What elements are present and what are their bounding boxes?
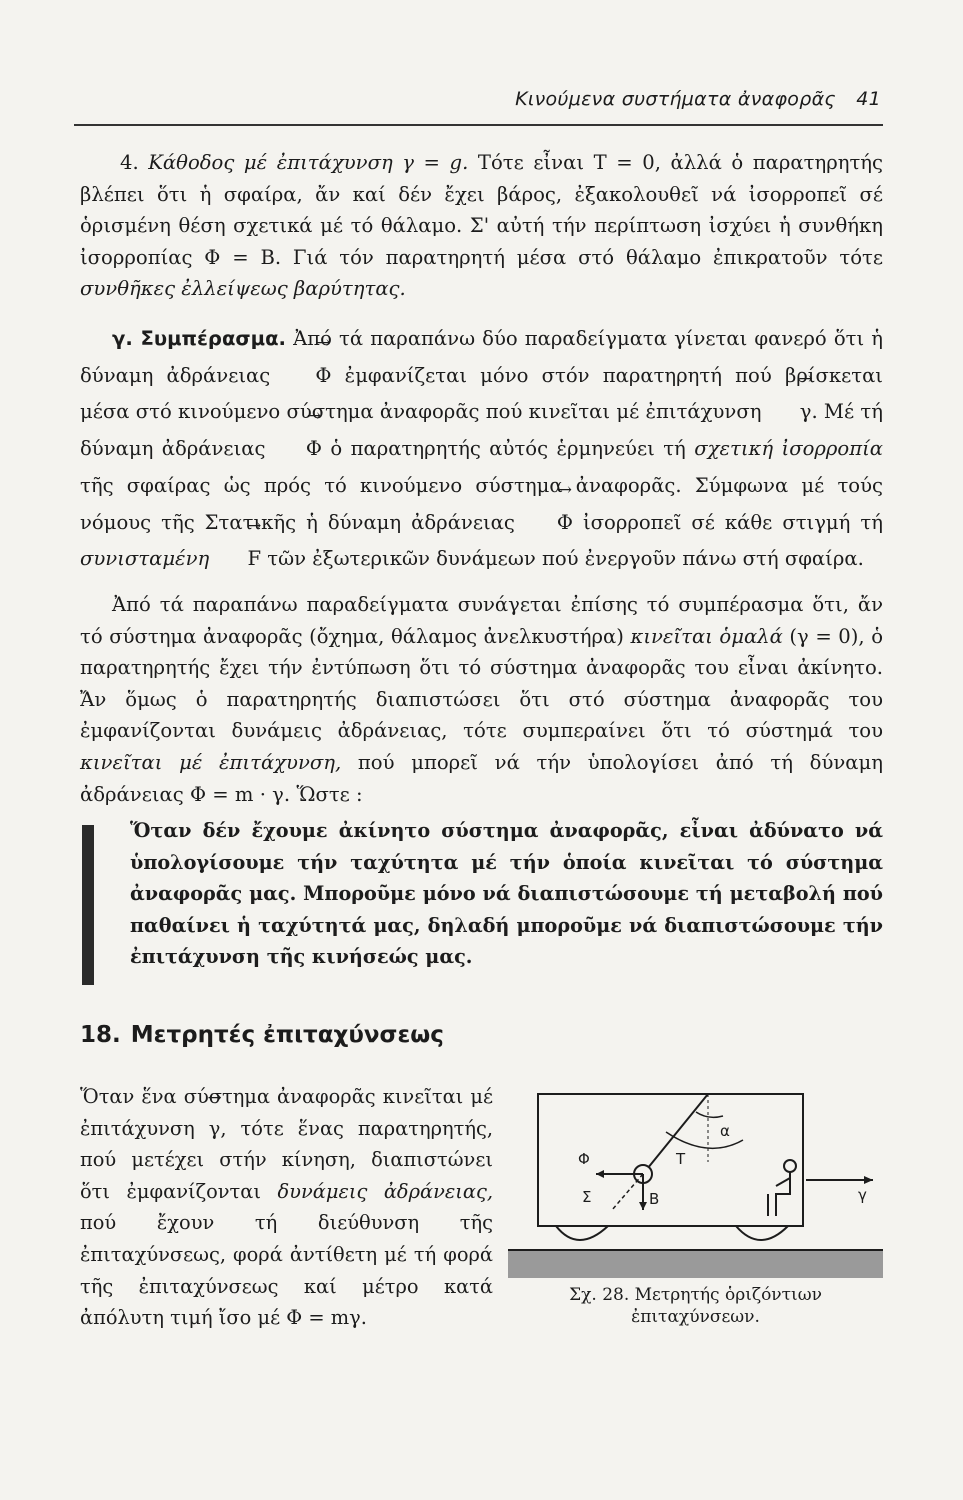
inference-text-1: Ἀπό τά παραπάνω παραδείγματα συνάγεται ἐπίσης τό συμπέρασμα ὅτι, ἄν τό σύστημα ἀναφορᾶς (ὄχημα, θάλαμος ἀνελκυστήρα) xyxy=(80,593,883,648)
conclusion-heading: γ. Συμπέρασμα. xyxy=(112,327,286,350)
scale-arc xyxy=(666,1132,743,1148)
inference-text-2: (γ = 0), ὁ παρατηρητής ἔχει τήν ἐντύπωση ὅτι τό σύστημα ἀναφορᾶς του εἶναι ἀκίνητο. Ἄν ὅμως ὁ παρατηρητής διαπιστώσει ὅτι στό σύστημα ἀναφορᾶς του ἐμφανίζονται δυνάμεις ἀδράνειας, τότε συμπεραίνει ὅτι τό σύστημά του xyxy=(80,624,883,743)
conclusion-text-5: τῆς σφαίρας ὡς πρός τό κινούμενο σύστημα ἀναφορᾶς. Σύμφωνα μέ τούς νόμους τῆς Στατικῆς ἡ δύναμη ἀδράνειας xyxy=(80,473,883,534)
label-phi: Φ xyxy=(578,1150,590,1168)
case-title: Κάθοδος μέ ἐπιτάχυνση γ = g. xyxy=(148,151,469,174)
vector-phi-3: → Φ xyxy=(525,505,573,542)
section-number: 18. xyxy=(80,1022,121,1048)
ground xyxy=(508,1250,883,1278)
case-emphasis: συνθῆκες ἐλλείψεως βαρύτητας. xyxy=(80,277,406,301)
angle-arc xyxy=(696,1112,723,1117)
header-rule xyxy=(74,124,883,126)
highlighted-statement xyxy=(80,815,883,973)
section-emphasis: δυνάμεις ἀδράνειας, xyxy=(277,1179,493,1203)
inference-text-3: πού μπορεῖ νά τήν ὑπολογίσει ἀπό τή δύναμη ἀδράνειας Φ = m · γ. Ὥστε : xyxy=(80,750,883,806)
label-B: B xyxy=(649,1190,660,1208)
inference-emphasis-2: κινεῖται μέ ἐπιτάχυνση, xyxy=(80,750,342,774)
vector-phi-2: → Φ xyxy=(274,431,322,468)
inference-emphasis-1: κινεῖται ὁμαλά xyxy=(630,624,783,648)
vector-phi: → Φ xyxy=(283,358,331,395)
conclusion-text-2: ἐμφανίζεται μόνο στόν παρατηρητή πού βρίσκεται μέσα στό κινούμενο σύστημα ἀναφορᾶς πού κινεῖται μέ ἐπιτάχυνση xyxy=(80,363,883,424)
page-number: 41 xyxy=(856,88,881,110)
label-alpha: α xyxy=(720,1122,730,1140)
acceleration-head xyxy=(864,1176,873,1184)
vector-gamma: → γ xyxy=(768,394,812,431)
label-gamma: γ xyxy=(858,1186,867,1204)
callout-bar xyxy=(82,825,94,985)
conclusion-text-6: ἰσορροπεῖ σέ κάθε στιγμή τή xyxy=(572,510,883,534)
paragraph-case-4 xyxy=(80,147,883,305)
accelerometer-diagram xyxy=(508,1082,883,1302)
paragraph-conclusion xyxy=(80,321,883,578)
header-title: Κινούμενα συστήματα ἀναφορᾶς xyxy=(515,88,836,110)
resultant-sigma xyxy=(612,1174,643,1210)
paragraph-inference xyxy=(80,589,883,810)
section-heading xyxy=(80,1022,444,1048)
conclusion-text-3: . Μέ τή δύναμη ἀδράνειας xyxy=(80,400,883,461)
callout-text: Ὅταν δέν ἔχουμε ἀκίνητο σύστημα ἀναφορᾶς, εἶναι ἀδύνατο νά ὑπολογίσουμε τήν ταχύτητα μέ τήν ὁποία κινεῖται τό σύστημα ἀναφορᾶς μας. Μποροῦμε μόνο νά διαπιστώσουμε τή μεταβολή πού παθαίνει ἡ ταχύτητά μας, δηλαδή μποροῦμε νά διαπιστώσουμε τήν ἐπιτάχυνση τῆς κινήσεώς μας. xyxy=(130,819,883,969)
section-text-1: Ὅταν ἕνα σύστημα ἀναφορᾶς κινεῖται μέ ἐπιτάχυνση xyxy=(80,1085,493,1140)
case-text: Τότε εἶναι Τ = 0, ἀλλά ὁ παρατηρητής βλέπει ὅτι ἡ σφαίρα, ἄν καί δέν ἔχει βάρος, ἐξακολουθεῖ νά ἰσορροπεῖ σέ ὁρισμένη θέση σχετικά μέ τό θάλαμο. Σ' αὐτή τήν περίπτωση ἰσχύει ἡ συνθήκη ἰσορροπίας Φ = Β. Γιά τόν παρατηρητή μέσα στό θάλαμο ἐπικρατοῦν τότε xyxy=(80,151,883,269)
observer-head xyxy=(784,1160,796,1172)
label-T: T xyxy=(676,1150,686,1168)
vector-gamma-2: → γ xyxy=(209,1113,221,1145)
force-phi-head xyxy=(596,1170,604,1178)
observer-body xyxy=(768,1172,790,1216)
section-title: Μετρητές ἐπιταχύνσεως xyxy=(130,1022,444,1048)
force-B-head xyxy=(639,1202,647,1210)
vector-F: → F xyxy=(215,541,261,578)
label-sigma: Σ xyxy=(582,1188,592,1206)
figure-caption: Σχ. 28. Μετρητής ὁριζόντιων ἐπιταχύνσεων. xyxy=(569,1285,822,1327)
conclusion-text-1: Ἀπό τά παραπάνω δύο παραδείγματα γίνεται φανερό ὅτι ἡ δύναμη ἀδράνειας xyxy=(80,327,883,387)
wheel-right xyxy=(736,1226,788,1240)
conclusion-text-4: ὁ παρατηρητής αὐτός ἑρμηνεύει τή xyxy=(321,437,695,461)
running-header xyxy=(515,88,881,110)
section-text-3: πού ἔχουν τή διεύθυνση τῆς ἐπιταχύνσεως, φορά ἀντίθετη μέ τή φορά τῆς ἐπιταχύνσεως καί μέτρο κατά ἀπόλυτη τιμή ἴσο μέ Φ = mγ. xyxy=(80,1211,493,1330)
wheel-left xyxy=(556,1226,608,1240)
conclusion-emphasis-1: σχετική ἰσορροπία xyxy=(694,437,883,461)
case-number: 4. xyxy=(120,151,139,174)
conclusion-emphasis-2: συνισταμένη xyxy=(80,547,210,571)
conclusion-text-7: τῶν ἐξωτερικῶν δυνάμεων πού ἐνεργοῦν πάνω στή σφαίρα. xyxy=(261,547,864,571)
figure-28 xyxy=(508,1082,883,1332)
section-paragraph xyxy=(80,1081,493,1334)
section-text-2: , τότε ἕνας παρατηρητής, πού μετέχει στήν κίνηση, διαπιστώνει ὅτι ἐμφανίζονται xyxy=(80,1116,493,1203)
